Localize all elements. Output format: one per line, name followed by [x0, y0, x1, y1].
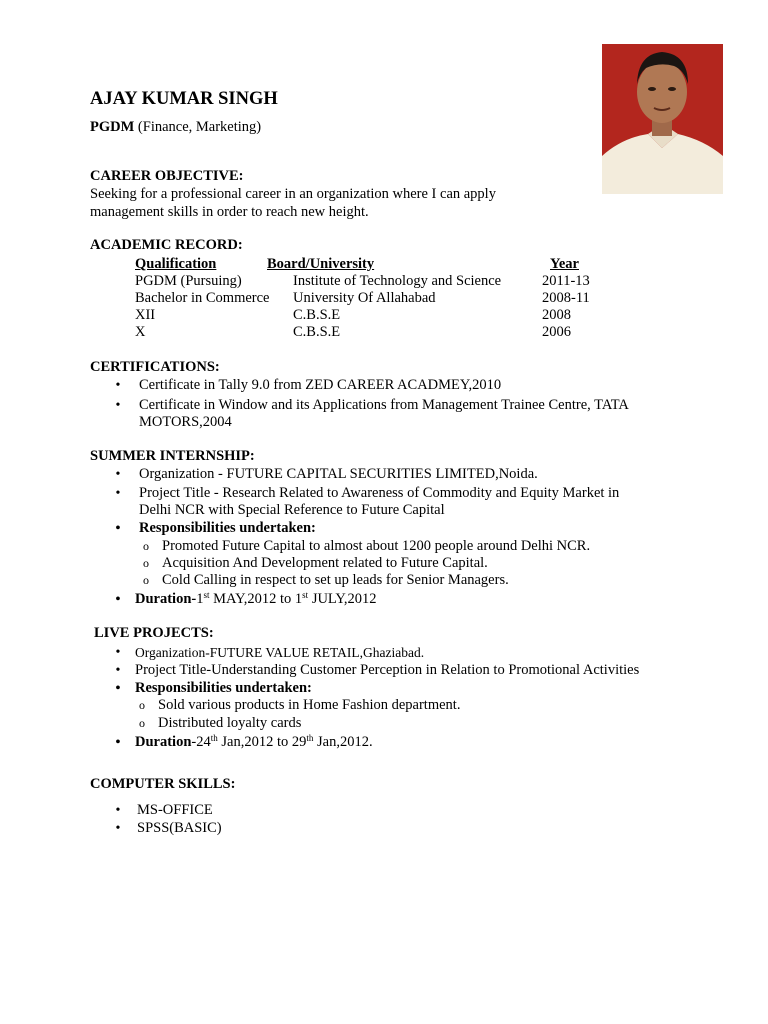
bullet-icon: •: [115, 521, 121, 536]
bullet-icon: •: [115, 645, 121, 660]
sub-bullet-icon: o: [143, 539, 149, 553]
career-objective-line-1: Seeking for a professional career in an organization where I can apply: [90, 186, 496, 202]
duration-middle: MAY,2012 to: [209, 591, 295, 607]
internship-project-title-continued: Delhi NCR with Special Reference to Future Capital: [139, 502, 445, 518]
ordinal-suffix: th: [210, 733, 218, 743]
table-cell-board: University Of Allahabad: [293, 290, 436, 306]
column-header-qualification: Qualification: [135, 256, 217, 272]
certification-item-continued: MOTORS,2004: [139, 414, 232, 430]
internship-responsibility: Cold Calling in respect to set up leads for Senior Managers.: [162, 572, 509, 588]
degree-detail: (Finance, Marketing): [137, 119, 262, 135]
duration-end: JULY,2012: [308, 591, 377, 607]
internship-responsibilities-label: Responsibilities undertaken:: [139, 520, 316, 536]
duration-end-day: 1: [294, 591, 303, 607]
table-cell-year: 2006: [542, 324, 571, 340]
degree: PGDM: [90, 119, 135, 135]
live-project-organization: Organization-FUTURE VALUE RETAIL,Ghaziabad.: [135, 645, 425, 660]
bullet-icon: •: [115, 467, 121, 482]
ordinal-suffix: st: [302, 590, 309, 600]
computer-skills-heading: COMPUTER SKILLS:: [90, 776, 236, 792]
bullet-icon: •: [115, 735, 121, 750]
table-cell-year: 2008-11: [542, 290, 590, 306]
internship-responsibility: Promoted Future Capital to almost about 1200 people around Delhi NCR.: [162, 538, 591, 554]
ordinal-suffix: st: [203, 590, 210, 600]
ordinal-suffix: th: [306, 733, 314, 743]
column-header-year: Year: [550, 256, 579, 272]
live-project-responsibilities-label: Responsibilities undertaken:: [135, 680, 312, 696]
degree-line: [90, 119, 261, 136]
duration-label: Duration: [135, 734, 192, 750]
certification-item: Certificate in Window and its Applications from Management Trainee Centre, TATA: [139, 397, 629, 413]
table-cell-board: C.B.S.E: [293, 324, 341, 340]
bullet-icon: •: [115, 378, 121, 393]
academic-record-heading: ACADEMIC RECORD:: [90, 237, 243, 253]
profile-photo-image: [602, 44, 723, 194]
computer-skill-item: MS-OFFICE: [137, 802, 213, 818]
table-cell-qualification: PGDM (Pursuing): [135, 273, 242, 289]
summer-internship-heading: SUMMER INTERNSHIP:: [90, 448, 255, 464]
computer-skill-item: SPSS(BASIC): [137, 820, 222, 836]
bullet-icon: •: [115, 592, 121, 607]
internship-duration: [135, 591, 377, 608]
live-project-responsibility: Sold various products in Home Fashion department.: [158, 697, 461, 713]
bullet-icon: •: [115, 803, 121, 818]
duration-label: Duration-: [135, 591, 197, 607]
sub-bullet-icon: o: [143, 573, 149, 587]
bullet-icon: •: [115, 663, 121, 678]
table-cell-qualification: Bachelor in Commerce: [135, 290, 270, 306]
table-cell-board: C.B.S.E: [293, 307, 341, 323]
table-cell-qualification: X: [135, 324, 146, 340]
table-cell-qualification: XII: [135, 307, 156, 323]
table-cell-year: 2011-13: [542, 273, 590, 289]
duration-start-day: 1: [196, 591, 204, 607]
bullet-icon: •: [115, 821, 121, 836]
column-header-board: Board/University: [267, 256, 375, 272]
bullet-icon: •: [115, 681, 121, 696]
profile-photo: [602, 44, 723, 194]
sub-bullet-icon: o: [143, 556, 149, 570]
certifications-heading: CERTIFICATIONS:: [90, 359, 220, 375]
bullet-icon: •: [115, 486, 121, 501]
internship-responsibility: Acquisition And Development related to Future Capital.: [162, 555, 488, 571]
sub-bullet-icon: o: [139, 716, 145, 730]
sub-bullet-icon: o: [139, 698, 145, 712]
live-project-responsibility: Distributed loyalty cards: [158, 715, 302, 731]
live-project-title: Project Title-Understanding Customer Perception in Relation to Promotional Activities: [135, 662, 640, 678]
duration-end: Jan,2012.: [313, 734, 373, 750]
live-project-duration: [135, 734, 373, 751]
duration-middle: Jan,2012 to 29: [217, 734, 307, 750]
candidate-name: AJAY KUMAR SINGH: [90, 89, 278, 109]
live-projects-heading: LIVE PROJECTS:: [94, 625, 214, 641]
duration-start-day: -24: [191, 734, 211, 750]
career-objective-heading: CAREER OBJECTIVE:: [90, 168, 244, 184]
internship-project-title: Project Title - Research Related to Awareness of Commodity and Equity Market in: [139, 485, 620, 501]
career-objective-line-2: management skills in order to reach new height.: [90, 204, 369, 220]
certification-item: Certificate in Tally 9.0 from ZED CAREER ACADMEY,2010: [139, 377, 502, 393]
internship-organization: Organization - FUTURE CAPITAL SECURITIES LIMITED,Noida.: [139, 466, 538, 482]
table-cell-year: 2008: [542, 307, 571, 323]
table-cell-board: Institute of Technology and Science: [293, 273, 502, 289]
bullet-icon: •: [115, 398, 121, 413]
